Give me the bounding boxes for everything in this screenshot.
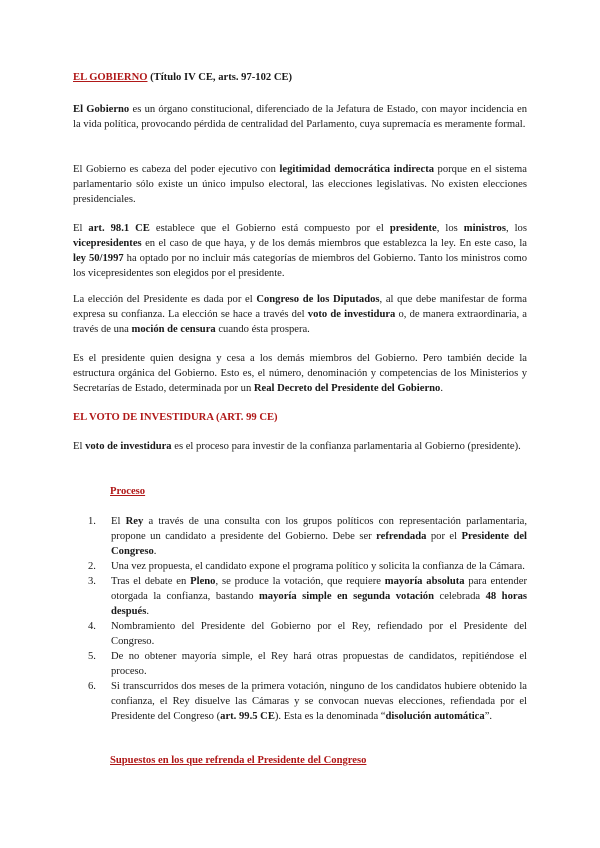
paragraph-1 [73, 102, 527, 132]
list-item-text: por el [426, 531, 462, 542]
subsection-title-supuestos: Supuestos en los que refrenda el Presidente del Congreso [110, 755, 367, 766]
list-item [88, 679, 527, 724]
list-item-number: 3. [88, 576, 96, 587]
list-item-text: Si transcurridos dos meses de la primera votación, ninguno de los candidatos hubiere obtenido la confianza, el Rey disuelve las Cámaras y se convocan nuevas elecciones, refiendada por el Presidente del Congreso ( [111, 681, 527, 722]
list-item-bold: Pleno [190, 576, 216, 587]
p3-bold-5: ley 50/1997 [73, 253, 124, 264]
p4-bold-2: voto de investidura [307, 309, 396, 320]
list-item-bold: mayoría simple en segunda votación [258, 591, 435, 602]
list-item-text: Una vez propuesta, el candidato expone el programa político y solicita la confianza de la Cámara. [111, 561, 525, 572]
p5-bold-1: Real Decreto del Presidente del Gobierno [253, 383, 441, 394]
list-item-text: De no obtener mayoría simple, el Rey hará otras propuestas de candidatos, repitiéndose el proceso. [111, 651, 527, 677]
list-item-text: . [146, 606, 149, 617]
list-item-text: El [111, 516, 126, 527]
p6-bold-1: voto de investidura [85, 441, 172, 452]
list-item-number: 1. [88, 516, 96, 527]
list-item [88, 649, 527, 679]
p5-text-2: . [440, 383, 443, 394]
p2-bold-1: legitimidad democrática indirecta [279, 164, 435, 175]
p5-text-1: Es el presidente quien designa y cesa a los demás miembros del Gobierno. Pero también decide la estructura orgánica del Gobierno. Esto es, el número, denominación y competencias de los Ministerios y Secretarías de Estado, determinada por un [73, 353, 527, 394]
p3-bold-2: presidente [389, 223, 437, 234]
list-item-text: a través de una consulta con los grupos políticos con representación parlamentaria, propone un candidato a presidente del Gobierno. Debe ser [111, 516, 527, 542]
p6-text-2: es el proceso para investir de la confianza parlamentaria al Gobierno (presidente). [171, 441, 521, 452]
p3-text-1: El [73, 223, 89, 234]
p3-bold-4: vicepresidentes [73, 238, 142, 249]
p4-text-1: La elección del Presidente es dada por el [73, 294, 257, 305]
p3-bold-3: ministros [463, 223, 506, 234]
p1-bold-1: El Gobierno [73, 104, 130, 115]
list-item-text: ”. [484, 711, 493, 722]
paragraph-6 [73, 439, 527, 454]
p4-text-3: o, de manera extraordinaria, a través de una [73, 309, 528, 335]
paragraph-5 [73, 351, 527, 396]
p4-bold-3: moción de censura [131, 324, 216, 335]
heading-title-rest: (Título IV CE, arts. 97-102 CE) [147, 72, 293, 83]
list-item-text: Nombramiento del Presidente del Gobierno por el Rey, refiendado por el Presidente del Congreso. [111, 621, 527, 647]
list-item-text: Tras el debate en [111, 576, 191, 587]
heading-title-red: EL GOBIERNO [73, 72, 148, 83]
list-item-number: 6. [88, 681, 96, 692]
list-item-text: , se produce la votación, que requiere [215, 576, 385, 587]
p4-bold-1: Congreso de los Diputados [256, 294, 380, 305]
list-item-text: celebrada [434, 591, 486, 602]
p2-text-1: El Gobierno es cabeza del poder ejecutivo con [73, 164, 280, 175]
list-item [88, 619, 527, 649]
paragraph-3 [73, 221, 527, 281]
list-item-bold: refrendada [376, 531, 427, 542]
list-item-bold: Presidente del Congreso [111, 531, 527, 557]
p3-text-6: ha optado por no incluir más categorías de miembros del Gobierno. Tanto los ministros como los vicepresidentes son elegidos por el presidente. [73, 253, 527, 279]
list-item-bold: mayoría absoluta [384, 576, 465, 587]
list-item [88, 574, 527, 619]
page-heading [73, 70, 527, 85]
subsection-title-proceso: Proceso [110, 486, 146, 497]
list-item [88, 514, 527, 559]
p3-text-2: establece que el Gobierno está compuesto por el [149, 223, 390, 234]
paragraph-4 [73, 292, 527, 337]
list-item-number: 5. [88, 651, 96, 662]
p4-text-4: cuando ésta prospera. [215, 324, 310, 335]
p4-text-2: , al que debe manifestar de forma expresa su confianza. La elección se hace a través del [73, 294, 528, 320]
list-item-text: para entender otorgada la confianza, bastando [111, 576, 527, 602]
p3-bold-1: art. 98.1 CE [88, 223, 150, 234]
list-item-text: ). Esta es la denominada “ [274, 711, 386, 722]
list-item [88, 559, 527, 574]
p3-text-3: , los [436, 223, 464, 234]
p2-text-2: porque en el sistema parlamentario sólo existe un único impulso electoral, las elecciones legislativas. No existen elecciones presidenciales. [73, 164, 527, 205]
p3-text-5: en el caso de que haya, y de los demás miembros que establezca la ley. En este caso, la [141, 238, 527, 249]
process-steps-list [88, 514, 527, 724]
list-item-text: . [153, 546, 157, 557]
p3-text-4: , los [505, 223, 527, 234]
list-item-bold: art. 99.5 CE [220, 711, 275, 722]
paragraph-2 [73, 162, 527, 207]
list-item-number: 2. [88, 561, 96, 572]
p1-text-1: es un órgano constitucional, diferenciado de la Jefatura de Estado, con mayor incidencia en la vida política, provocando pérdida de centralidad del Parlamento, cuya supremacía es meramente formal. [73, 104, 527, 130]
p6-text-1: El [73, 441, 86, 452]
list-item-number: 4. [88, 621, 96, 632]
list-item-bold: disolución automática [385, 711, 485, 722]
list-item-bold: Rey [125, 516, 144, 527]
section-title-voto-investidura: EL VOTO DE INVESTIDURA (ART. 99 CE) [73, 412, 278, 423]
list-item-bold: 48 horas después [111, 591, 527, 617]
